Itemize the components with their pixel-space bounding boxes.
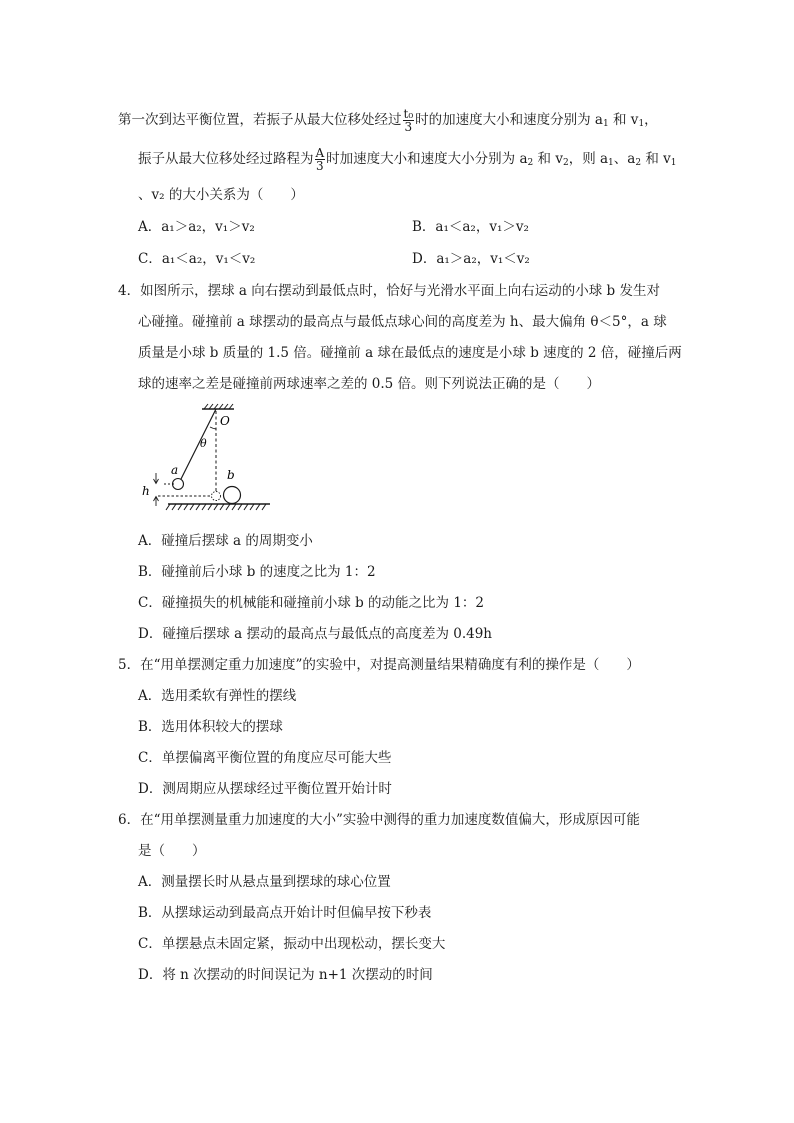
- label-b: b: [227, 468, 235, 482]
- fraction-t0-over-3: $\frac{\text{t₀}}{3}$: [403, 107, 414, 134]
- ball-b: [224, 487, 241, 504]
- q6-option-d[interactable]: D．将 n 次摆动的时间误记为 n+1 次摆动的时间: [138, 967, 433, 983]
- q5-option-b[interactable]: B．选用体积较大的摆球: [138, 719, 283, 735]
- ball-a-lowest: [212, 492, 221, 501]
- q3-option-c[interactable]: C．a₁＜a₂，v₁＜v₂: [138, 251, 256, 267]
- ceiling-hatch: [204, 404, 233, 409]
- ball-a: [173, 479, 184, 490]
- label-theta: θ: [200, 437, 207, 450]
- pendulum-svg: [138, 403, 290, 517]
- ground-hatch: [166, 504, 266, 510]
- q5-option-c[interactable]: C．单摆偏离平衡位置的角度应尽可能大些: [138, 750, 392, 766]
- q6-line-2: 是（ ）: [138, 843, 206, 859]
- q3-option-b[interactable]: B．a₁＜a₂，v₁＞v₂: [412, 219, 529, 235]
- q3-line-2: 振子从最大位移处经过路程为 $\frac{A}{3}$ 时加速度大小和速度大小分别为 $a_2$ 和 $v_2$，则 $a_1$、$a_2$ 和 $v_1$: [138, 146, 677, 173]
- q3-option-a[interactable]: A．a₁＞a₂，v₁＞v₂: [138, 219, 255, 235]
- q5-option-a[interactable]: A．选用柔软有弹性的摆线: [138, 688, 297, 704]
- q4-line-3: 质量是小球 b 质量的 1.5 倍。碰撞前 a 球在最低点的速度是小球 b 速度的 2 倍，碰撞后两: [138, 345, 682, 361]
- q4-line-1: 4．如图所示，摆球 a 向右摆动到最低点时，恰好与光滑水平面上向右运动的小球 b 发生对: [118, 283, 660, 299]
- theta-arc: [210, 427, 216, 429]
- q4-line-2: 心碰撞。碰撞前 a 球摆动的最高点与最低点球心间的高度差为 h、最大偏角 θ＜5°，a 球: [138, 314, 667, 330]
- q6-option-c[interactable]: C．单摆悬点未固定紧，振动中出现松动，摆长变大: [138, 936, 446, 952]
- q4-option-d[interactable]: D．碰撞后摆球 a 摆动的最高点与最低点的高度差为 0.49h: [138, 626, 492, 642]
- q4-option-b[interactable]: B．碰撞前后小球 b 的速度之比为 1：2: [138, 564, 376, 580]
- pendulum-collision-diagram: [138, 403, 290, 517]
- fraction-A-over-3: $\frac{A}{3}$: [315, 146, 325, 173]
- q4-option-a[interactable]: A．碰撞后摆球 a 的周期变小: [138, 533, 313, 549]
- q4-line-4: 球的速率之差是碰撞前两球速率之差的 0.5 倍。则下列说法正确的是（ ）: [138, 376, 601, 392]
- q6-line-1: 6．在“用单摆测量重力加速度的大小”实验中测得的重力加速度数值偏大，形成原因可能: [118, 812, 640, 828]
- q3-line-1: 第一次到达平衡位置，若振子从最大位移处经过 $\frac{\text{t₀}}{3}$ 时的加速度大小和速度分别为 $a_1$ 和 $v_1$，: [118, 107, 658, 134]
- q5-option-d[interactable]: D．测周期应从摆球经过平衡位置开始计时: [138, 781, 392, 797]
- q6-option-a[interactable]: A．测量摆长时从悬点量到摆球的球心位置: [138, 874, 391, 890]
- pendulum-string: [180, 409, 216, 481]
- label-h: h: [142, 484, 150, 498]
- q3-line-3: 、v₂ 的大小关系为（ ）: [138, 187, 304, 203]
- label-a: a: [171, 463, 179, 477]
- q5-line-1: 5．在“用单摆测定重力加速度”的实验中，对提高测量结果精确度有利的操作是（ ）: [118, 657, 640, 673]
- q4-option-c[interactable]: C．碰撞损失的机械能和碰撞前小球 b 的动能之比为 1：2: [138, 595, 485, 611]
- q6-option-b[interactable]: B．从摆球运动到最高点开始计时但偏早按下秒表: [138, 905, 432, 921]
- q3-option-d[interactable]: D．a₁＞a₂，v₁＜v₂: [412, 251, 530, 267]
- label-O: O: [220, 414, 230, 428]
